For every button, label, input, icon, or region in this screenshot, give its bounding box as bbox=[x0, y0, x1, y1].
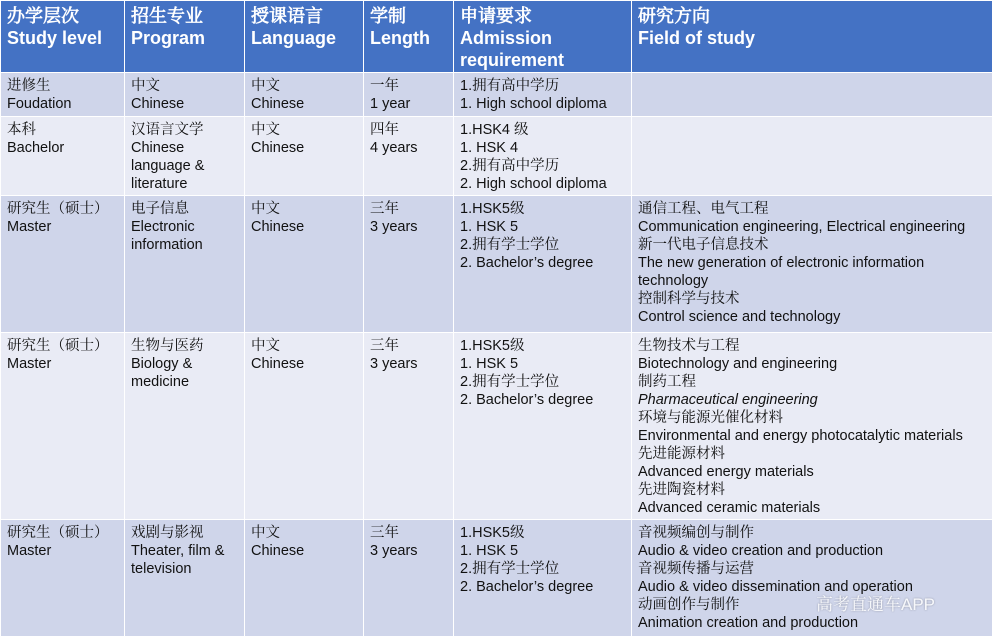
cell-line: Audio & video dissemination and operation bbox=[638, 579, 913, 595]
cell-line: 1.HSK5级 bbox=[460, 338, 525, 354]
cell-line: 1.拥有高中学历 bbox=[460, 78, 560, 94]
cell-line: Advanced ceramic materials bbox=[638, 500, 821, 516]
table-row bbox=[1, 196, 992, 333]
cell-line: 生物技术与工程 bbox=[638, 338, 740, 354]
cell-line: 中文 bbox=[131, 78, 160, 94]
header-program bbox=[125, 1, 245, 73]
cell-line: 2. Bachelor’s degree bbox=[460, 579, 594, 595]
cell-line: 三年 bbox=[370, 525, 399, 541]
cell-study-level bbox=[1, 520, 125, 637]
cell-line: 进修生 bbox=[7, 78, 51, 94]
cell-length bbox=[364, 196, 454, 333]
cell-line: 中文 bbox=[251, 338, 280, 354]
cell-line: 1. HSK 5 bbox=[460, 543, 519, 559]
cell-line: 制药工程 bbox=[638, 374, 696, 390]
cell-study-level bbox=[1, 117, 125, 196]
cell-line: 四年 bbox=[370, 122, 399, 138]
cell-requirement bbox=[454, 117, 632, 196]
cell-line: Chinese bbox=[251, 356, 305, 372]
cell-line: 三年 bbox=[370, 201, 399, 217]
cell-line: 新一代电子信息技术 bbox=[638, 237, 769, 253]
header-cn: 申请要求 bbox=[460, 6, 532, 26]
cell-language bbox=[245, 73, 364, 117]
header-row bbox=[1, 1, 992, 73]
cell-requirement bbox=[454, 520, 632, 637]
cell-line: 中文 bbox=[251, 78, 280, 94]
cell-line: Master bbox=[7, 543, 52, 559]
cell-language bbox=[245, 520, 364, 637]
cell-field bbox=[632, 520, 992, 637]
table-row bbox=[1, 117, 992, 196]
cell-line: 汉语言文学 bbox=[131, 122, 204, 138]
header-study-level bbox=[1, 1, 125, 73]
cell-line: 三年 bbox=[370, 338, 399, 354]
cell-program bbox=[125, 333, 245, 520]
cell-field bbox=[632, 333, 992, 520]
cell-program bbox=[125, 73, 245, 117]
cell-line: 先进能源材料 bbox=[638, 446, 725, 462]
header-cn: 研究方向 bbox=[638, 6, 710, 26]
table-row bbox=[1, 520, 992, 637]
cell-line: 电子信息 bbox=[131, 201, 189, 217]
cell-study-level bbox=[1, 196, 125, 333]
cell-length bbox=[364, 333, 454, 520]
cell-line: 2. Bachelor’s degree bbox=[460, 392, 594, 408]
cell-line: 音视频传播与运营 bbox=[638, 561, 754, 577]
cell-line: 研究生（硕士） bbox=[7, 338, 109, 354]
cell-line: 2. Bachelor’s degree bbox=[460, 255, 594, 271]
cell-line: Chinese language & literature bbox=[131, 140, 205, 192]
cell-line: 中文 bbox=[251, 525, 280, 541]
cell-line: 控制科学与技术 bbox=[638, 291, 740, 307]
cell-line: 3 years bbox=[370, 356, 418, 372]
cell-line: Chinese bbox=[251, 543, 305, 559]
cell-line: 2. High school diploma bbox=[460, 176, 607, 192]
cell-line: 研究生（硕士） bbox=[7, 201, 109, 217]
header-en: Length bbox=[370, 28, 430, 48]
cell-line: 中文 bbox=[251, 201, 280, 217]
cell-line: Foudation bbox=[7, 96, 72, 112]
cell-requirement bbox=[454, 333, 632, 520]
cell-line: 通信工程、电气工程 bbox=[638, 201, 769, 217]
cell-line: 生物与医药 bbox=[131, 338, 204, 354]
header-length bbox=[364, 1, 454, 73]
header-en: Admission requirement bbox=[460, 28, 565, 70]
cell-line: Control science and technology bbox=[638, 309, 841, 325]
header-en: Language bbox=[251, 28, 337, 48]
cell-line: 环境与能源光催化材料 bbox=[638, 410, 783, 426]
cell-line: Pharmaceutical engineering bbox=[638, 392, 818, 408]
cell-language bbox=[245, 196, 364, 333]
cell-line: Bachelor bbox=[7, 140, 65, 156]
watermark: 高考直通车APP bbox=[816, 595, 936, 614]
cell-study-level bbox=[1, 73, 125, 117]
cell-line: 1. HSK 5 bbox=[460, 356, 519, 372]
header-cn: 授课语言 bbox=[251, 6, 323, 26]
cell-line: 1. HSK 4 bbox=[460, 140, 519, 156]
cell-length bbox=[364, 520, 454, 637]
cell-program bbox=[125, 196, 245, 333]
cell-line: 研究生（硕士） bbox=[7, 525, 109, 541]
cell-line: 先进陶瓷材料 bbox=[638, 482, 725, 498]
cell-line: Chinese bbox=[251, 140, 305, 156]
cell-line: 1.HSK5级 bbox=[460, 525, 525, 541]
header-en: Field of study bbox=[638, 28, 755, 48]
cell-line: Biology & medicine bbox=[131, 356, 193, 390]
cell-field bbox=[632, 117, 992, 196]
cell-program bbox=[125, 520, 245, 637]
cell-line: 4 years bbox=[370, 140, 418, 156]
header-language bbox=[245, 1, 364, 73]
cell-line: Theater, film & television bbox=[131, 543, 225, 577]
table-row bbox=[1, 333, 992, 520]
header-en: Program bbox=[131, 28, 206, 48]
header-cn: 学制 bbox=[370, 6, 406, 26]
cell-line: 一年 bbox=[370, 78, 399, 94]
cell-line: 中文 bbox=[251, 122, 280, 138]
cell-line: Environmental and energy photocatalytic materials bbox=[638, 428, 963, 444]
cell-line: Chinese bbox=[131, 96, 185, 112]
cell-line: Animation creation and production bbox=[638, 615, 859, 631]
header-en: Study level bbox=[7, 28, 103, 48]
cell-language bbox=[245, 117, 364, 196]
cell-line: 音视频编创与制作 bbox=[638, 525, 754, 541]
cell-line: 1.HSK4 级 bbox=[460, 122, 529, 138]
cell-line: 2.拥有学士学位 bbox=[460, 374, 560, 390]
cell-requirement bbox=[454, 73, 632, 117]
cell-line: 1 year bbox=[370, 96, 411, 112]
cell-length bbox=[364, 73, 454, 117]
cell-line: 2.拥有高中学历 bbox=[460, 158, 560, 174]
cell-line: 动画创作与制作 bbox=[638, 597, 740, 613]
header-cn: 招生专业 bbox=[131, 6, 203, 26]
cell-line: 2.拥有学士学位 bbox=[460, 237, 560, 253]
cell-field bbox=[632, 73, 992, 117]
cell-field bbox=[632, 196, 992, 333]
cell-program bbox=[125, 117, 245, 196]
cell-line: 1.HSK5级 bbox=[460, 201, 525, 217]
cell-study-level bbox=[1, 333, 125, 520]
header-cn: 办学层次 bbox=[7, 6, 79, 26]
cell-line: 3 years bbox=[370, 219, 418, 235]
cell-line: Advanced energy materials bbox=[638, 464, 814, 480]
cell-line: 3 years bbox=[370, 543, 418, 559]
cell-line: 戏剧与影视 bbox=[131, 525, 204, 541]
table-row bbox=[1, 73, 992, 117]
cell-line: Master bbox=[7, 356, 52, 372]
cell-language bbox=[245, 333, 364, 520]
cell-line: Chinese bbox=[251, 96, 305, 112]
cell-line: Communication engineering, Electrical engineering bbox=[638, 219, 966, 235]
header-field-of-study bbox=[632, 1, 992, 73]
header-admission-requirement bbox=[454, 1, 632, 73]
cell-line: Master bbox=[7, 219, 52, 235]
cell-line: The new generation of electronic information technology bbox=[638, 255, 925, 289]
cell-line: 1. High school diploma bbox=[460, 96, 607, 112]
cell-line: 2.拥有学士学位 bbox=[460, 561, 560, 577]
cell-line: Electronic information bbox=[131, 219, 203, 253]
cell-requirement bbox=[454, 196, 632, 333]
cell-line: 1. HSK 5 bbox=[460, 219, 519, 235]
cell-line: Chinese bbox=[251, 219, 305, 235]
cell-line: 本科 bbox=[7, 122, 36, 138]
cell-line: Biotechnology and engineering bbox=[638, 356, 838, 372]
cell-length bbox=[364, 117, 454, 196]
cell-line: Audio & video creation and production bbox=[638, 543, 884, 559]
